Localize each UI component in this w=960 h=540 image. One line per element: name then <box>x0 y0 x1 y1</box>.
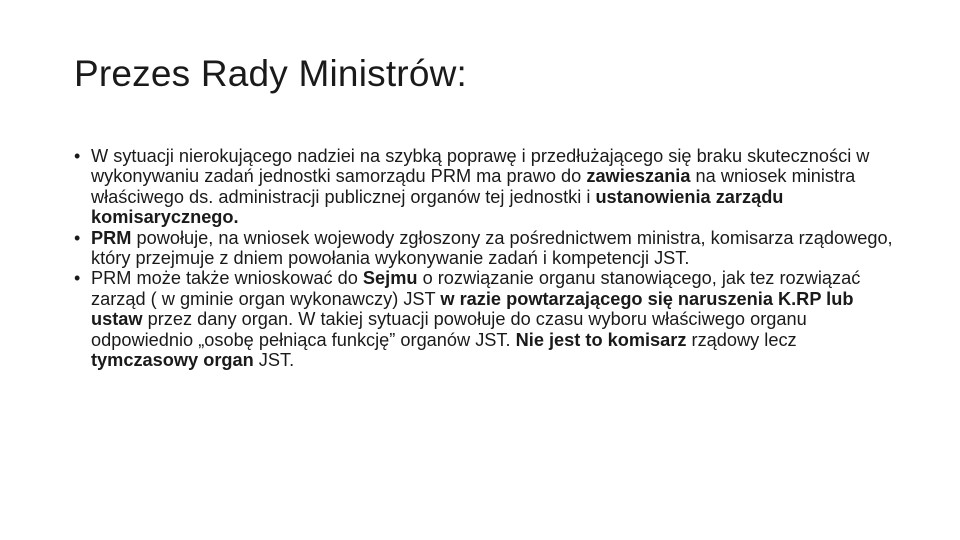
bullet-item <box>74 228 894 269</box>
text-segment-bold: w razie powtarzającego się naruszenia K.RP lub ustaw <box>91 288 854 330</box>
text-segment-bold: Sejmu <box>362 268 418 289</box>
text-segment-bold: Nie jest to komisarz <box>515 329 687 350</box>
text-segment: na wniosek ministra właściwego ds. administracji publicznej organów tej jednostki i <box>91 166 856 207</box>
text-segment-bold: ustanowienia zarządu komisarycznego. <box>91 186 784 228</box>
text-segment-bold: PRM <box>91 227 132 248</box>
bullet-dot: • <box>74 227 81 248</box>
text-segment: JST. <box>253 350 295 371</box>
text-segment: rządowy lecz <box>686 329 797 350</box>
bullet-list <box>74 146 894 370</box>
bullet-dot: • <box>74 268 81 289</box>
bullet-dot: • <box>74 146 81 166</box>
bullet-item <box>74 146 894 228</box>
text-segment-bold: zawieszania <box>586 166 691 187</box>
text-segment: W sytuacji nierokującego nadziei na szybką poprawę i przedłużającego się braku skuteczności w wykonywaniu zadań jednostki samorządu PRM ma prawo do <box>91 146 870 187</box>
bullet-item <box>74 268 894 370</box>
slide-title: Prezes Rady Ministrów: <box>74 53 468 94</box>
text-segment-bold: tymczasowy organ <box>91 350 254 371</box>
text-segment: o rozwiązanie organu stanowiącego, jak tez rozwiązać zarząd ( w gminie organ wykonawczy) JST <box>91 268 861 309</box>
text-segment: powołuje, na wniosek wojewody zgłoszony za pośrednictwem ministra, komisarza rządowego, który przejmuje z dniem powołania wykonywanie zadań i kompetencji JST. <box>91 227 893 269</box>
text-segment: PRM może także wnioskować do <box>91 268 363 289</box>
text-segment: przez dany organ. W takiej sytuacji powołuje do czasu wyboru właściwego organu odpowiednio „osobę pełniąca funkcję” organów JST. <box>91 309 807 350</box>
